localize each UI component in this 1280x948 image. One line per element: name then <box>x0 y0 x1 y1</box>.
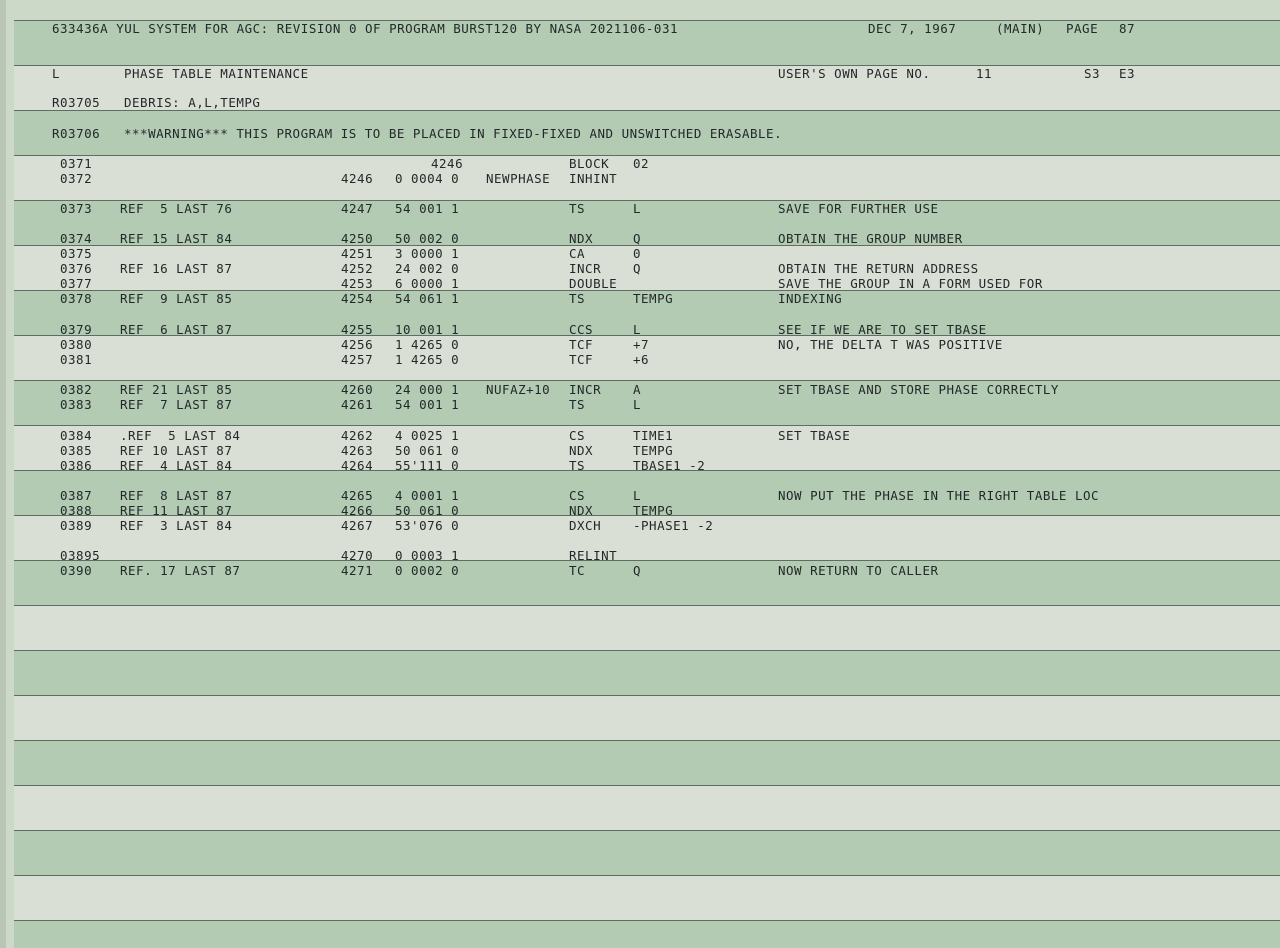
octal-word: 24 000 1 <box>395 382 460 397</box>
opcode: INCR <box>569 382 602 397</box>
operand: +7 <box>633 337 650 352</box>
operand: TEMPG <box>633 291 674 306</box>
ref-info: REF 8 LAST 87 <box>120 488 233 503</box>
line-number: 0376 <box>60 261 93 276</box>
white-band <box>14 695 1280 740</box>
job-title: 633436A YUL SYSTEM FOR AGC: REVISION 0 OF PROGRAM BURST120 BY NASA 2021106-031 <box>52 21 678 36</box>
opcode: TCF <box>569 352 594 367</box>
band-rule <box>14 650 1280 651</box>
opcode: TS <box>569 291 586 306</box>
opcode: CCS <box>569 322 594 337</box>
ref-info: REF 7 LAST 87 <box>120 397 233 412</box>
ref-info: REF 10 LAST 87 <box>120 443 233 458</box>
opcode: CA <box>569 246 586 261</box>
address: 4256 <box>341 337 374 352</box>
operand: TBASE1 -2 <box>633 458 706 473</box>
octal-word: 10 001 1 <box>395 322 460 337</box>
line-number: 0386 <box>60 458 93 473</box>
address: 4247 <box>341 201 374 216</box>
octal-word: 54 061 1 <box>395 291 460 306</box>
address: 4271 <box>341 563 374 578</box>
opcode: TS <box>569 397 586 412</box>
operand: Q <box>633 261 642 276</box>
paper-edge <box>0 0 6 948</box>
card-code: E3 <box>1119 66 1136 81</box>
ref-info: REF 9 LAST 85 <box>120 291 233 306</box>
symbol-label: NEWPHASE <box>486 171 551 186</box>
opcode: TS <box>569 458 586 473</box>
address: 4253 <box>341 276 374 291</box>
line-number: 0382 <box>60 382 93 397</box>
address: 4257 <box>341 352 374 367</box>
opcode: RELINT <box>569 548 618 563</box>
line-number: 03895 <box>60 548 101 563</box>
address: 4260 <box>341 382 374 397</box>
ref-info: REF 6 LAST 87 <box>120 322 233 337</box>
print-date: DEC 7, 1967 <box>868 21 957 36</box>
octal-word: 3 0000 1 <box>395 246 460 261</box>
octal-word: 55'111 0 <box>395 458 460 473</box>
line-number: 0371 <box>60 156 93 171</box>
octal-word: 0 0003 1 <box>395 548 460 563</box>
line-number: 0379 <box>60 322 93 337</box>
octal-word: 50 061 0 <box>395 503 460 518</box>
address: 4270 <box>341 548 374 563</box>
address: 4254 <box>341 291 374 306</box>
operand: +6 <box>633 352 650 367</box>
segment-mode: (MAIN) <box>996 21 1045 36</box>
band-rule <box>14 785 1280 786</box>
line-number: 0384 <box>60 428 93 443</box>
octal-word: 6 0000 1 <box>395 276 460 291</box>
operand: L <box>633 397 642 412</box>
line-number: 0389 <box>60 518 93 533</box>
address: 4262 <box>341 428 374 443</box>
operand: L <box>633 488 642 503</box>
operand: Q <box>633 563 642 578</box>
ref-info: REF 3 LAST 84 <box>120 518 233 533</box>
address: 4267 <box>341 518 374 533</box>
band-rule <box>14 695 1280 696</box>
comment: SAVE THE GROUP IN A FORM USED FOR <box>778 276 1043 291</box>
address: 4255 <box>341 322 374 337</box>
page-number: 87 <box>1119 21 1136 36</box>
opcode: TS <box>569 201 586 216</box>
line-number: 0375 <box>60 246 93 261</box>
operand: TEMPG <box>633 503 674 518</box>
ref-info: REF 16 LAST 87 <box>120 261 233 276</box>
symbol-label: NUFAZ+10 <box>486 382 551 397</box>
octal-word: 50 002 0 <box>395 231 460 246</box>
comment: OBTAIN THE GROUP NUMBER <box>778 231 963 246</box>
comment: NO, THE DELTA T WAS POSITIVE <box>778 337 1003 352</box>
octal-word: 4246 <box>431 156 464 171</box>
ref-info: .REF 5 LAST 84 <box>120 428 241 443</box>
octal-word: 1 4265 0 <box>395 337 460 352</box>
green-band <box>14 920 1280 948</box>
band-rule <box>14 830 1280 831</box>
octal-word: 4 0025 1 <box>395 428 460 443</box>
address: 4246 <box>341 171 374 186</box>
ref-info: REF 4 LAST 84 <box>120 458 233 473</box>
comment: SET TBASE AND STORE PHASE CORRECTLY <box>778 382 1059 397</box>
octal-word: 53'076 0 <box>395 518 460 533</box>
address: 4263 <box>341 443 374 458</box>
ref-info: REF 21 LAST 85 <box>120 382 233 397</box>
octal-word: 50 061 0 <box>395 443 460 458</box>
line-number: 0385 <box>60 443 93 458</box>
section-title: PHASE TABLE MAINTENANCE <box>124 66 309 81</box>
line-number: 0387 <box>60 488 93 503</box>
opcode: TC <box>569 563 586 578</box>
address: 4251 <box>341 246 374 261</box>
line-number: 0374 <box>60 231 93 246</box>
remark-id: R03705 <box>52 95 101 110</box>
operand: Q <box>633 231 642 246</box>
opcode: BLOCK <box>569 156 610 171</box>
ref-info: REF 5 LAST 76 <box>120 201 233 216</box>
line-type: L <box>52 66 61 81</box>
remark-text: DEBRIS: A,L,TEMPG <box>124 95 261 110</box>
users-page-number: 11 <box>976 66 993 81</box>
opcode: NDX <box>569 443 594 458</box>
comment: NOW RETURN TO CALLER <box>778 563 939 578</box>
white-band <box>14 875 1280 920</box>
band-rule <box>14 425 1280 426</box>
green-band <box>14 830 1280 875</box>
line-number: 0390 <box>60 563 93 578</box>
line-number: 0388 <box>60 503 93 518</box>
operand: TIME1 <box>633 428 674 443</box>
opcode: CS <box>569 488 586 503</box>
line-number: 0373 <box>60 201 93 216</box>
operand: TEMPG <box>633 443 674 458</box>
band-rule <box>14 920 1280 921</box>
address: 4264 <box>341 458 374 473</box>
band-rule <box>14 875 1280 876</box>
white-band <box>14 785 1280 830</box>
line-number: 0372 <box>60 171 93 186</box>
opcode: DXCH <box>569 518 602 533</box>
band-rule <box>14 380 1280 381</box>
comment: SAVE FOR FURTHER USE <box>778 201 939 216</box>
band-rule <box>14 110 1280 111</box>
opcode: INHINT <box>569 171 618 186</box>
ref-info: REF 11 LAST 87 <box>120 503 233 518</box>
comment: INDEXING <box>778 291 843 306</box>
address: 4265 <box>341 488 374 503</box>
green-band <box>14 740 1280 785</box>
ref-info: REF 15 LAST 84 <box>120 231 233 246</box>
octal-word: 1 4265 0 <box>395 352 460 367</box>
octal-word: 4 0001 1 <box>395 488 460 503</box>
address: 4261 <box>341 397 374 412</box>
line-number: 0381 <box>60 352 93 367</box>
line-number: 0377 <box>60 276 93 291</box>
green-band <box>14 650 1280 695</box>
octal-word: 24 002 0 <box>395 261 460 276</box>
octal-word: 54 001 1 <box>395 201 460 216</box>
octal-word: 0 0002 0 <box>395 563 460 578</box>
line-number: 0383 <box>60 397 93 412</box>
comment: OBTAIN THE RETURN ADDRESS <box>778 261 979 276</box>
operand: A <box>633 382 642 397</box>
comment: NOW PUT THE PHASE IN THE RIGHT TABLE LOC <box>778 488 1100 503</box>
line-number: 0380 <box>60 337 93 352</box>
opcode: NDX <box>569 503 594 518</box>
remark-id: R03706 <box>52 126 101 141</box>
opcode: INCR <box>569 261 602 276</box>
octal-word: 54 001 1 <box>395 397 460 412</box>
band-rule <box>14 605 1280 606</box>
opcode: TCF <box>569 337 594 352</box>
opcode: DOUBLE <box>569 276 618 291</box>
comment: SEE IF WE ARE TO SET TBASE <box>778 322 987 337</box>
comment: SET TBASE <box>778 428 851 443</box>
operand: 0 <box>633 246 642 261</box>
card-code: S3 <box>1084 66 1101 81</box>
operand: 02 <box>633 156 650 171</box>
line-number: 0378 <box>60 291 93 306</box>
address: 4252 <box>341 261 374 276</box>
address: 4266 <box>341 503 374 518</box>
opcode: CS <box>569 428 586 443</box>
users-page-label: USER'S OWN PAGE NO. <box>778 66 931 81</box>
operand: L <box>633 201 642 216</box>
band-rule <box>14 740 1280 741</box>
page-label: PAGE <box>1066 21 1099 36</box>
operand: L <box>633 322 642 337</box>
operand: -PHASE1 -2 <box>633 518 714 533</box>
white-band <box>14 605 1280 650</box>
ref-info: REF. 17 LAST 87 <box>120 563 241 578</box>
remark-text: ***WARNING*** THIS PROGRAM IS TO BE PLACED IN FIXED-FIXED AND UNSWITCHED ERASABLE. <box>124 126 783 141</box>
address: 4250 <box>341 231 374 246</box>
opcode: NDX <box>569 231 594 246</box>
band-rule <box>14 560 1280 561</box>
octal-word: 0 0004 0 <box>395 171 460 186</box>
